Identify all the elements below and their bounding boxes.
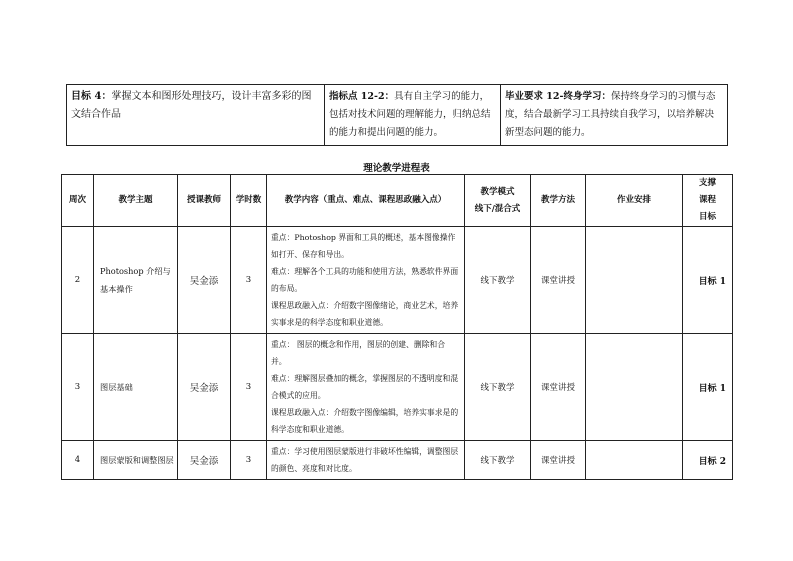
teacher-cell: 吴金添	[178, 334, 231, 441]
assignment-cell	[586, 441, 683, 480]
goal-cell: 目标 1	[683, 334, 733, 441]
content-key-point: 重点： 图层的概念和作用，图层的创建、删除和合并。	[271, 340, 446, 366]
requirement-text: 保持终身学习的习惯与态度，结合最新学习工具持续自我学习，以培养解决新型态问题的能力。	[505, 91, 716, 138]
header-mode	[465, 175, 531, 227]
hours-cell: 3	[231, 441, 267, 480]
content-cell	[267, 441, 465, 480]
mode-cell: 线下教学	[465, 334, 531, 441]
content-difficult-point: 难点：理解图层叠加的概念，掌握图层的不透明度和混合模式的应用。	[271, 374, 459, 400]
header-goal	[683, 175, 733, 227]
header-method: 教学方法	[531, 175, 586, 227]
header-teacher: 授课教师	[178, 175, 231, 227]
teacher-cell: 吴金添	[178, 441, 231, 480]
method-cell: 课堂讲授	[531, 441, 586, 480]
schedule-title: 理论教学进程表	[363, 163, 430, 174]
header-goal-line3: 目标	[698, 212, 716, 222]
table-row	[62, 334, 733, 441]
header-topic: 教学主题	[94, 175, 178, 227]
header-week: 周次	[62, 175, 94, 227]
indicator-cell	[325, 85, 501, 146]
content-key-point: 重点：Photoshop 界面和工具的概述，基本图像操作如打开、保存和导出。	[271, 233, 456, 259]
table-row	[62, 441, 733, 480]
goal-text: 掌握文本和图形处理技巧，设计丰富多彩的图文结合作品	[71, 91, 312, 120]
topic-cell: 图层基础	[94, 334, 178, 441]
week-cell: 2	[62, 227, 94, 334]
objectives-table	[66, 84, 728, 146]
schedule-table	[61, 174, 733, 480]
requirement-cell	[501, 85, 728, 146]
indicator-label: 指标点 12-2：	[329, 91, 395, 102]
header-assignment: 作业安排	[586, 175, 683, 227]
week-cell: 4	[62, 441, 94, 480]
assignment-cell	[586, 227, 683, 334]
mode-cell: 线下教学	[465, 227, 531, 334]
indicator-text: 具有自主学习的能力，包括对技术问题的理解能力，归纳总结的能力和提出问题的能力。	[329, 91, 491, 138]
hours-cell: 3	[231, 227, 267, 334]
header-mode-line2: 线下/混合式	[474, 203, 521, 214]
content-difficult-point: 难点：理解各个工具的功能和使用方法，熟悉软件界面的布局。	[271, 267, 459, 293]
header-content: 教学内容（重点、难点、课程思政融入点）	[267, 175, 465, 227]
requirement-label: 毕业要求 12-终身学习：	[505, 91, 611, 102]
header-hours: 学时数	[231, 175, 267, 227]
content-ideology-point: 课程思政融入点：介绍数字图像编辑，培养实事求是的科学态度和职业道德。	[271, 408, 459, 434]
assignment-cell	[586, 334, 683, 441]
hours-cell: 3	[231, 334, 267, 441]
week-cell: 3	[62, 334, 94, 441]
header-mode-line1: 教学模式	[480, 186, 515, 197]
header-goal-line1: 支撑	[698, 178, 716, 188]
header-goal-line2: 课程	[698, 195, 716, 205]
course-goal-cell	[67, 85, 325, 146]
table-row	[62, 227, 733, 334]
header-row	[62, 175, 733, 227]
method-cell: 课堂讲授	[531, 334, 586, 441]
teacher-cell: 吴金添	[178, 227, 231, 334]
method-cell: 课堂讲授	[531, 227, 586, 334]
mode-cell: 线下教学	[465, 441, 531, 480]
content-key-point: 重点：学习使用图层蒙版进行非破坏性编辑，调整图层的颜色、亮度和对比度。	[271, 447, 459, 473]
topic-cell: 图层蒙版和调整图层	[94, 441, 178, 480]
topic-cell: Photoshop 介绍与基本操作	[94, 227, 178, 334]
content-cell	[267, 227, 465, 334]
goal-cell: 目标 2	[683, 441, 733, 480]
goal-cell: 目标 1	[683, 227, 733, 334]
content-cell	[267, 334, 465, 441]
content-ideology-point: 课程思政融入点：介绍数字图像绪论，商业艺术，培养实事求是的科学态度和职业道德。	[271, 301, 459, 327]
goal-label: 目标 4：	[71, 91, 112, 102]
